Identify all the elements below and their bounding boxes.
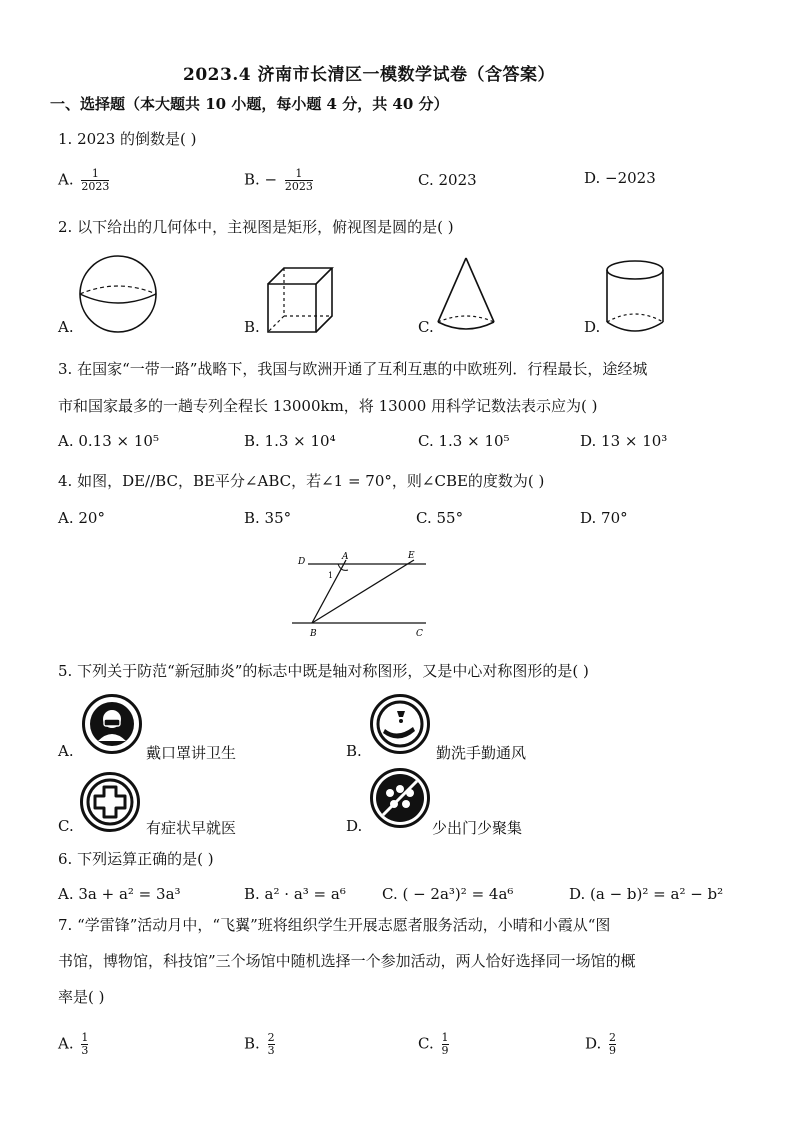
q5-option-c: C. xyxy=(58,817,74,835)
q5-caption-b: 勤洗手勤通风 xyxy=(436,744,527,762)
fraction xyxy=(81,168,109,193)
numerator: 1 xyxy=(91,167,99,180)
q6-option-c: C. ( − 2a³)² = 4a⁶ xyxy=(382,885,514,903)
denominator: 2023 xyxy=(81,180,110,193)
fraction xyxy=(442,1032,449,1057)
handwash-icon xyxy=(370,694,430,754)
q6-option-b: B. a² · a³ = a⁶ xyxy=(244,885,346,903)
denominator: 3 xyxy=(81,1044,89,1057)
cylinder-figure xyxy=(604,258,666,336)
label-d: D xyxy=(298,557,306,567)
mask-icon xyxy=(82,694,142,754)
q3-option-d: D. 13 × 10³ xyxy=(580,432,668,450)
q4-option-d: D. 70° xyxy=(580,509,628,527)
q5-caption-c: 有症状早就医 xyxy=(146,819,237,837)
q3-option-a: A. 0.13 × 10⁵ xyxy=(58,432,159,450)
label-a: A xyxy=(342,552,349,562)
numerator: 2 xyxy=(267,1031,275,1044)
q7-option-b xyxy=(244,1032,275,1057)
question-3-line1: 3. 在国家“一带一路”战略下，我国与欧洲开通了互利互惠的中欧班列．行程最长，途经城 xyxy=(58,360,648,378)
q4-option-b: B. 35° xyxy=(244,509,292,527)
q2-option-a: A. xyxy=(58,318,74,336)
q5-caption-d: 少出门少聚集 xyxy=(432,819,523,837)
sphere-figure xyxy=(76,254,160,336)
section-heading: 一、选择题（本大题共 10 小题，每小题 4 分，共 40 分） xyxy=(50,95,449,113)
denominator: 9 xyxy=(609,1044,617,1057)
question-6-stem: 6. 下列运算正确的是( ) xyxy=(58,850,214,868)
numerator: 1 xyxy=(81,1031,89,1044)
q5-option-d: D. xyxy=(346,817,363,835)
q1-option-d: D. −2023 xyxy=(584,169,656,187)
q1-option-b xyxy=(244,168,313,193)
denominator: 2023 xyxy=(284,180,313,193)
option-label: A. xyxy=(58,170,74,189)
q6-option-d: D. (a − b)² = a² − b² xyxy=(569,885,724,903)
question-7-line2: 书馆，博物馆，科技馆”三个场馆中随机选择一个参加活动，两人恰好选择同一场馆的概 xyxy=(58,952,636,970)
q5-caption-a: 戴口罩讲卫生 xyxy=(146,744,237,762)
numerator: 2 xyxy=(609,1031,617,1044)
question-1-stem: 1. 2023 的倒数是( ) xyxy=(58,130,197,148)
no-gathering-icon xyxy=(370,768,430,828)
label-b: B xyxy=(310,629,317,639)
question-2-stem: 2. 以下给出的几何体中，主视图是矩形，俯视图是圆的是( ) xyxy=(58,218,454,236)
q2-option-c: C. xyxy=(418,318,434,336)
question-7-line1: 7. “学雷锋”活动月中，“飞翼”班将组织学生开展志愿者服务活动，小晴和小霞从“图 xyxy=(58,916,611,934)
option-label: B. xyxy=(244,1034,260,1053)
denominator: 3 xyxy=(267,1044,275,1057)
q4-option-c: C. 55° xyxy=(416,509,464,527)
label-angle-1: 1 xyxy=(328,571,334,580)
question-3-line2: 市和国家最多的一趟专列全程长 13000km，将 13000 用科学记数法表示应为( ) xyxy=(58,397,598,415)
q5-option-b: B. xyxy=(346,742,362,760)
numerator: 1 xyxy=(295,167,303,180)
q2-option-d: D. xyxy=(584,318,601,336)
option-label: A. xyxy=(58,1034,74,1053)
option-label: C. xyxy=(418,1034,434,1053)
label-c: C xyxy=(416,629,423,639)
fraction xyxy=(268,1032,275,1057)
question-4-stem: 4. 如图，DE//BC，BE平分∠ABC，若∠1 = 70°，则∠CBE的度数为( ) xyxy=(58,472,545,490)
q3-option-c: C. 1.3 × 10⁵ xyxy=(418,432,510,450)
fraction xyxy=(81,1032,88,1057)
option-label: B. − xyxy=(244,170,278,189)
option-label: D. xyxy=(585,1034,602,1053)
q7-option-d xyxy=(585,1032,616,1057)
page-title: 2023.4 济南市长清区一模数学试卷（含答案） xyxy=(183,65,555,85)
q7-option-a xyxy=(58,1032,88,1057)
question-7-line3: 率是( ) xyxy=(58,988,105,1006)
q1-option-c: C. 2023 xyxy=(418,171,477,189)
fraction xyxy=(285,168,313,193)
q3-option-b: B. 1.3 × 10⁴ xyxy=(244,432,336,450)
cone-figure xyxy=(434,256,498,336)
q5-option-a: A. xyxy=(58,742,74,760)
label-e: E xyxy=(408,551,415,561)
parallel-lines-figure xyxy=(292,550,442,640)
medical-cross-icon xyxy=(80,772,140,832)
q1-option-a xyxy=(58,168,109,193)
cube-figure xyxy=(264,264,336,336)
fraction xyxy=(609,1032,616,1057)
denominator: 9 xyxy=(441,1044,449,1057)
numerator: 1 xyxy=(441,1031,449,1044)
question-5-stem: 5. 下列关于防范“新冠肺炎”的标志中既是轴对称图形，又是中心对称图形的是( ) xyxy=(58,662,589,680)
q7-option-c xyxy=(418,1032,449,1057)
q4-option-a: A. 20° xyxy=(58,509,105,527)
q6-option-a: A. 3a + a² = 3a³ xyxy=(58,885,181,903)
q2-option-b: B. xyxy=(244,318,260,336)
